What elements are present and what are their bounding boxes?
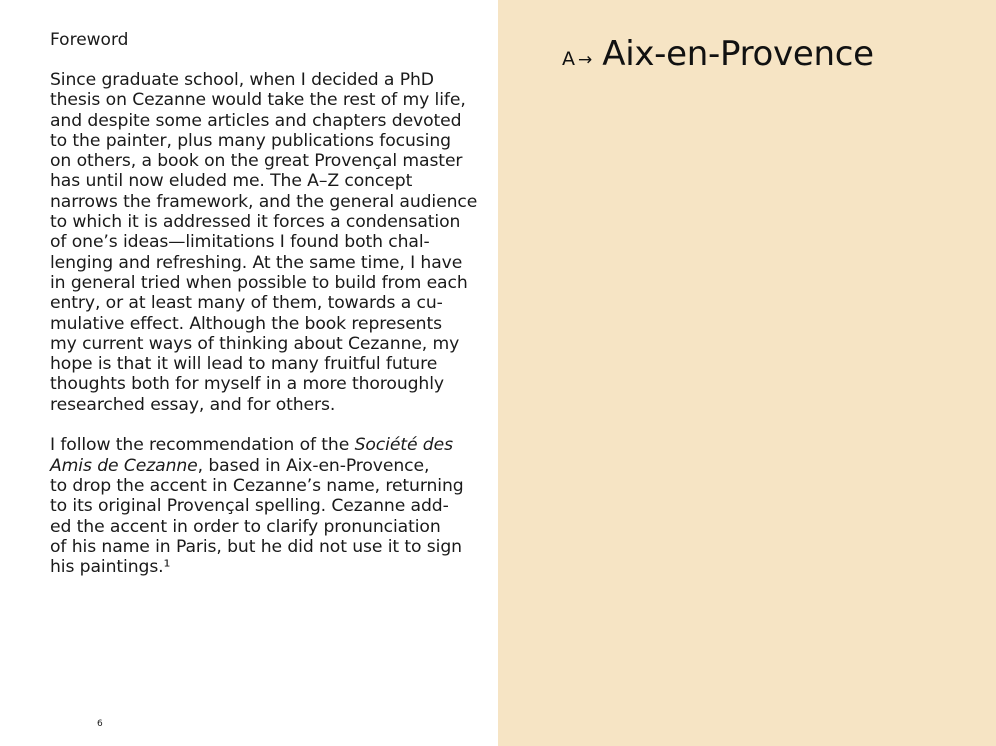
text-line: entry, or at least many of them, towards a cu- bbox=[50, 293, 443, 314]
text-line: to its original Provençal spelling. Cezanne add- bbox=[50, 496, 449, 517]
text-line: on others, a book on the great Provençal master bbox=[50, 151, 463, 172]
society-name-italic: Amis de Cezanne bbox=[50, 455, 198, 476]
text-line: narrows the framework, and the general audience bbox=[50, 191, 478, 212]
text-line: hope is that it will lead to many fruitful future bbox=[50, 354, 438, 375]
text-line: ed the accent in order to clarify pronunciation bbox=[50, 516, 441, 537]
right-page bbox=[498, 0, 996, 746]
text-line: researched essay, and for others. bbox=[50, 394, 336, 415]
text-line: to which it is addressed it forces a condensation bbox=[50, 212, 461, 233]
text-line: thoughts both for myself in a more thoroughly bbox=[50, 374, 444, 395]
text-line: my current ways of thinking about Cezanne, my bbox=[50, 333, 460, 354]
text-run: , based in Aix-en-Provence, bbox=[197, 455, 430, 476]
section-title: Foreword bbox=[50, 30, 129, 50]
text-line: in general tried when possible to build from each bbox=[50, 272, 468, 293]
entry-letter: A bbox=[562, 48, 575, 70]
entry-title: Aix-en-Provence bbox=[602, 34, 874, 74]
text-line bbox=[50, 456, 470, 476]
text-line: has until now eluded me. The A–Z concept bbox=[50, 171, 413, 192]
paragraph-spacer bbox=[50, 415, 470, 435]
entry-header bbox=[562, 34, 874, 74]
foreword-body bbox=[50, 70, 478, 578]
arrow-right-icon: → bbox=[578, 50, 593, 70]
text-line: Since graduate school, when I decided a PhD bbox=[50, 70, 434, 90]
society-name-italic: Société des bbox=[354, 435, 453, 456]
text-line bbox=[50, 435, 470, 455]
page-number: 6 bbox=[97, 719, 103, 729]
text-line: of his name in Paris, but he did not use it to sign bbox=[50, 536, 462, 557]
text-line: thesis on Cezanne would take the rest of my life, bbox=[50, 90, 466, 111]
text-line: to the painter, plus many publications focusing bbox=[50, 130, 451, 151]
text-line: mulative effect. Although the book represents bbox=[50, 313, 442, 334]
paragraph-1 bbox=[50, 70, 478, 415]
text-line: and despite some articles and chapters devoted bbox=[50, 110, 462, 131]
text-line: to drop the accent in Cezanne’s name, returning bbox=[50, 475, 464, 496]
paragraph-2 bbox=[50, 435, 470, 577]
text-line: of one’s ideas—limitations I found both chal- bbox=[50, 232, 430, 253]
text-line: his paintings.¹ bbox=[50, 557, 171, 578]
text-run: I follow the recommendation of the bbox=[50, 435, 355, 456]
text-line: lenging and refreshing. At the same time, I have bbox=[50, 252, 463, 273]
